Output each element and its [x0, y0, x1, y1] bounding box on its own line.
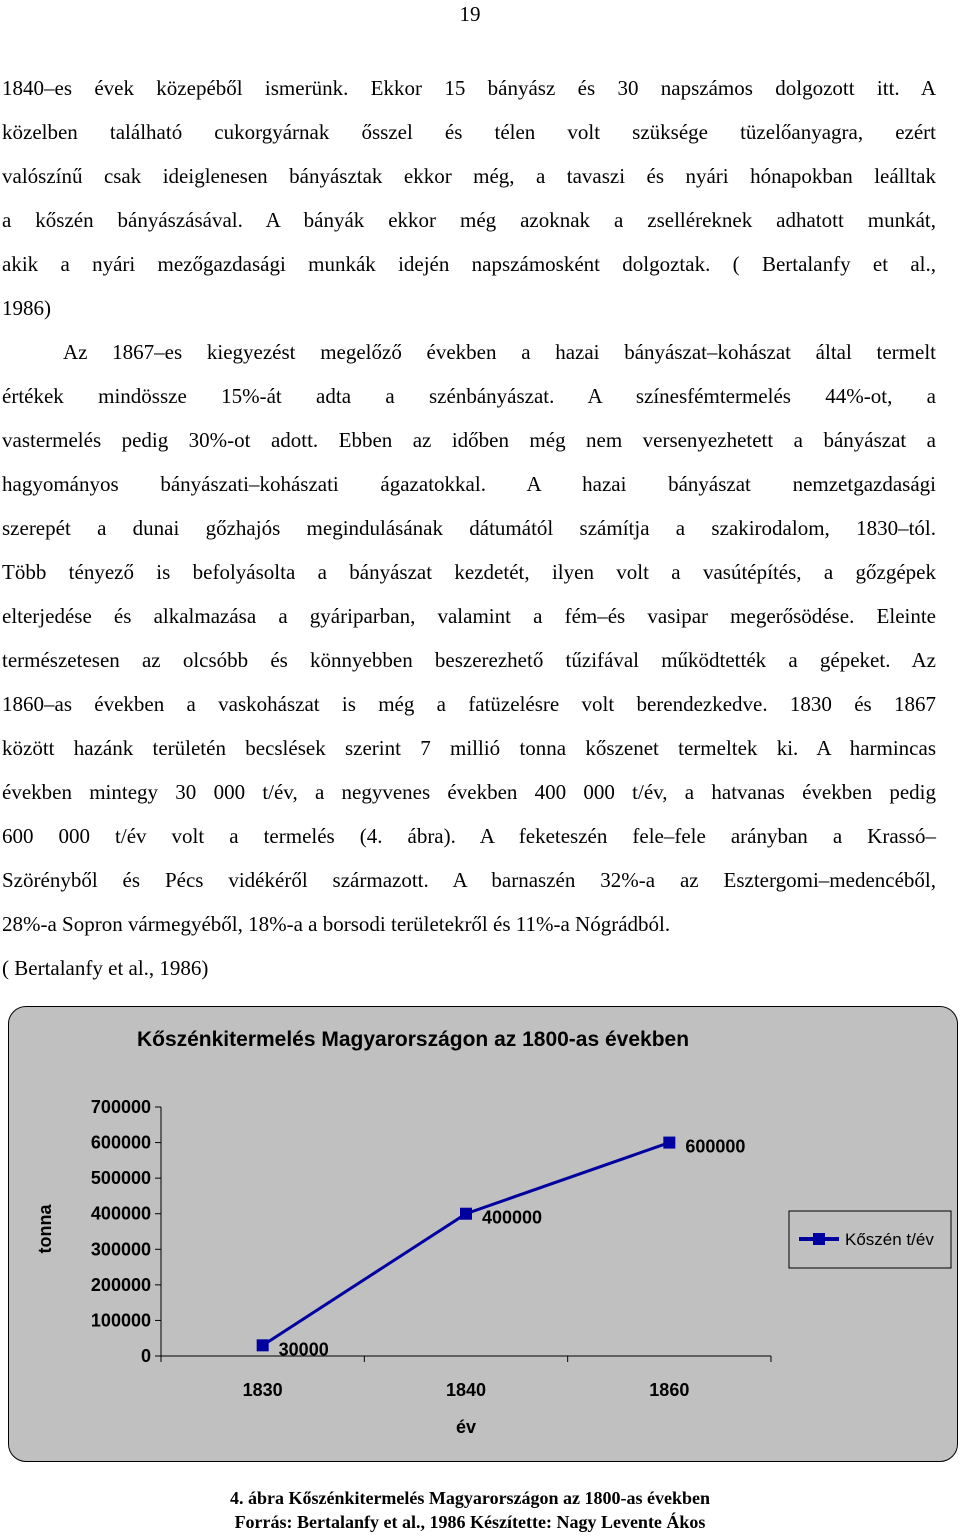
data-label: 30000: [278, 1339, 329, 1360]
caption-line-2: Forrás: Bertalanfy et al., 1986 Készítette: Nagy Levente Ákos: [234, 1512, 706, 1532]
text-line: 600 000 t/év volt a termelés (4. ábra). A feketeszén fele–fele arányban a Krassó–: [2, 824, 936, 848]
text-line: években mintegy 30 000 t/év, a negyvenes években 400 000 t/év, a hatvanas években pedig: [2, 780, 936, 804]
y-tick-label: 400000: [90, 1203, 151, 1224]
y-tick-label: 300000: [90, 1239, 151, 1260]
text-line: akik a nyári mezőgazdasági munkák idején napszámosként dolgoztak. ( Bertalanfy et al.,: [2, 252, 936, 276]
y-tick-label: 500000: [90, 1168, 151, 1189]
text-line: 1840–es évek közepéből ismerünk. Ekkor 15 bányász és 30 napszámos dolgozott itt. A: [2, 76, 936, 100]
text-line: a kőszén bányászásával. A bányák ekkor még azoknak a zselléreknek adhatott munkát,: [2, 208, 936, 232]
text-line: ( Bertalanfy et al., 1986): [2, 956, 209, 980]
series-line: [263, 1143, 670, 1346]
text-line: értékek mindössze 15%-át adta a szénbányászat. A színesfémtermelés 44%-ot, a: [2, 384, 936, 408]
x-tick-label: 1860: [649, 1380, 690, 1400]
text-line: valószínű csak ideiglenesen bányásztak ekkor még, a tavaszi és nyári hónapokban leálltak: [2, 164, 936, 188]
y-axis-label: tonna: [35, 1204, 55, 1254]
chart-title: Kőszénkitermelés Magyarországon az 1800-as években: [136, 1028, 690, 1051]
plot-area: [257, 1137, 746, 1360]
text-line: vastermelés pedig 30%-ot adott. Ebben az időben még nem versenyezhetett a bányászat a: [2, 428, 936, 452]
text-line: természetesen az olcsóbb és könnyebben beszerezhető tűzifával működtették a gépeket. Az: [2, 648, 936, 672]
legend-series-marker: [813, 1233, 825, 1245]
data-point-marker: [460, 1208, 472, 1220]
page-number: 19: [459, 2, 481, 26]
y-tick-label: 700000: [90, 1097, 151, 1117]
y-tick-label: 600000: [90, 1132, 151, 1153]
legend: [789, 1211, 951, 1268]
text-line: 1986): [2, 296, 51, 320]
x-ticks: [161, 1356, 771, 1400]
text-line: 28%-a Sopron vármegyéből, 18%-a a borsodi területekről és 11%-a Nógrádból.: [2, 912, 671, 936]
chart-frame: [8, 1006, 958, 1462]
x-tick-label: 1830: [242, 1380, 283, 1400]
data-label: 600000: [685, 1136, 746, 1157]
x-tick-label: 1840: [445, 1380, 487, 1400]
y-ticks: [91, 1097, 161, 1366]
legend-label: Kőszén t/év: [845, 1230, 934, 1249]
data-point-marker: [257, 1339, 269, 1351]
text-line: szerepét a dunai gőzhajós megindulásának dátumától számítja a szakirodalom, 1830–tól.: [2, 516, 936, 540]
text-line: Az 1867–es kiegyezést megelőző években a hazai bányászat–kohászat által termelt: [63, 340, 936, 364]
text-line: között hazánk területén becslések szerint 7 millió tonna kőszenet termeltek ki. A harmincas: [2, 736, 936, 760]
data-point-marker: [663, 1137, 675, 1149]
x-axis-label: év: [455, 1417, 477, 1437]
line-chart: [9, 1007, 957, 1461]
text-line: közelben található cukorgyárnak ősszel és télen volt szüksége tüzelőanyagra, ezért: [2, 120, 936, 144]
data-label: 400000: [482, 1207, 543, 1228]
y-tick-label: 0: [140, 1346, 151, 1366]
y-tick-label: 100000: [90, 1310, 151, 1331]
text-line: hagyományos bányászati–kohászati ágazatokkal. A hazai bányászat nemzetgazdasági: [2, 472, 936, 496]
caption-line-1: 4. ábra Kőszénkitermelés Magyarországon az 1800-as években: [229, 1488, 711, 1508]
text-line: Több tényező is befolyásolta a bányászat kezdetét, ilyen volt a vasútépítés, a gőzgépek: [2, 560, 936, 584]
y-tick-label: 200000: [90, 1274, 151, 1295]
figure-caption: [0, 1486, 940, 1534]
text-line: Szörényből és Pécs vidékéről származott. A barnaszén 32%-a az Esztergomi–medencéből,: [2, 868, 936, 892]
text-line: elterjedése és alkalmazása a gyáriparban, valamint a fém–és vasipar megerősödése. Eleinte: [2, 604, 936, 628]
text-line: 1860–as években a vaskohászat is még a fatüzelésre volt berendezkedve. 1830 és 1867: [2, 692, 936, 716]
